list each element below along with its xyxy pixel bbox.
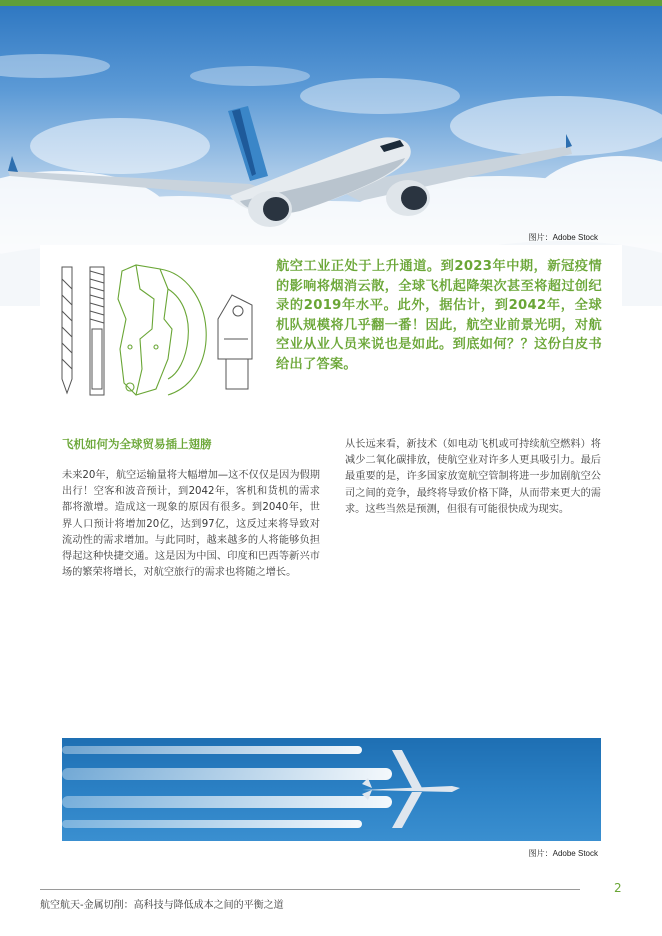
contrail-photo	[62, 738, 601, 841]
left-paragraph: 未来20年，航空运输量将大幅增加—这不仅仅是因为假期出行！空客和波音预计，到2042年，客机和货机的需求都将激增。造成这一现象的原因有很多。到2040年，世界人口预计将增加20亿，达到97亿，这反过来将导致对流动性的需求增加。与此同时，越来越多的人将能够负担得起这种快捷交通。这是因为中国、印度和巴西等新兴市场的繁荣将增长，对航空旅行的需求也将随之增长。	[62, 470, 320, 579]
drill-bit-icon	[62, 267, 72, 393]
article-left-column	[62, 437, 320, 581]
intro-lead-text: 航空工业正处于上升通道。到2023年中期，新冠疫情的影响将烟消云散，全球飞机起降架次甚至将超过创纪录的2019年水平。此外，据估计，到2042年，全球机队规模将几乎翻一番！因此，航空业前景光明，对航空业从业人员来说也是如此。到底如何？？这份白皮书给出了答案。	[276, 259, 602, 372]
right-paragraph: 从长远来看，新技术（如电动飞机或可持续航空燃料）将减少二氧化碳排放，使航空业对许多人更具吸引力。最后最重要的是，许多国家放宽航空管制将进一步加剧航空公司之间的竞争，最终将导致价格下降，从而带来更大的需求。这些当然是预测，但很有可能很快成为现实。	[345, 439, 601, 515]
article-right-column	[345, 437, 601, 518]
section-heading: 飞机如何为全球贸易插上翅膀	[62, 437, 212, 451]
tool-drawings	[56, 259, 266, 399]
footer-divider	[40, 889, 580, 890]
tap-tool-icon	[90, 267, 104, 395]
intro-card	[40, 245, 622, 408]
contrail-illustration	[62, 738, 601, 841]
milled-part-icon	[118, 265, 206, 395]
boring-bar-icon	[218, 295, 252, 389]
page-number: 2	[614, 881, 622, 895]
contrail-photo-credit: 图片：Adobe Stock	[528, 849, 598, 858]
hero-photo-credit: 图片：Adobe Stock	[528, 233, 598, 242]
footer-title: 航空航天-金属切削：高科技与降低成本之间的平衡之道	[40, 900, 284, 911]
plane-silhouette-icon	[362, 750, 460, 828]
